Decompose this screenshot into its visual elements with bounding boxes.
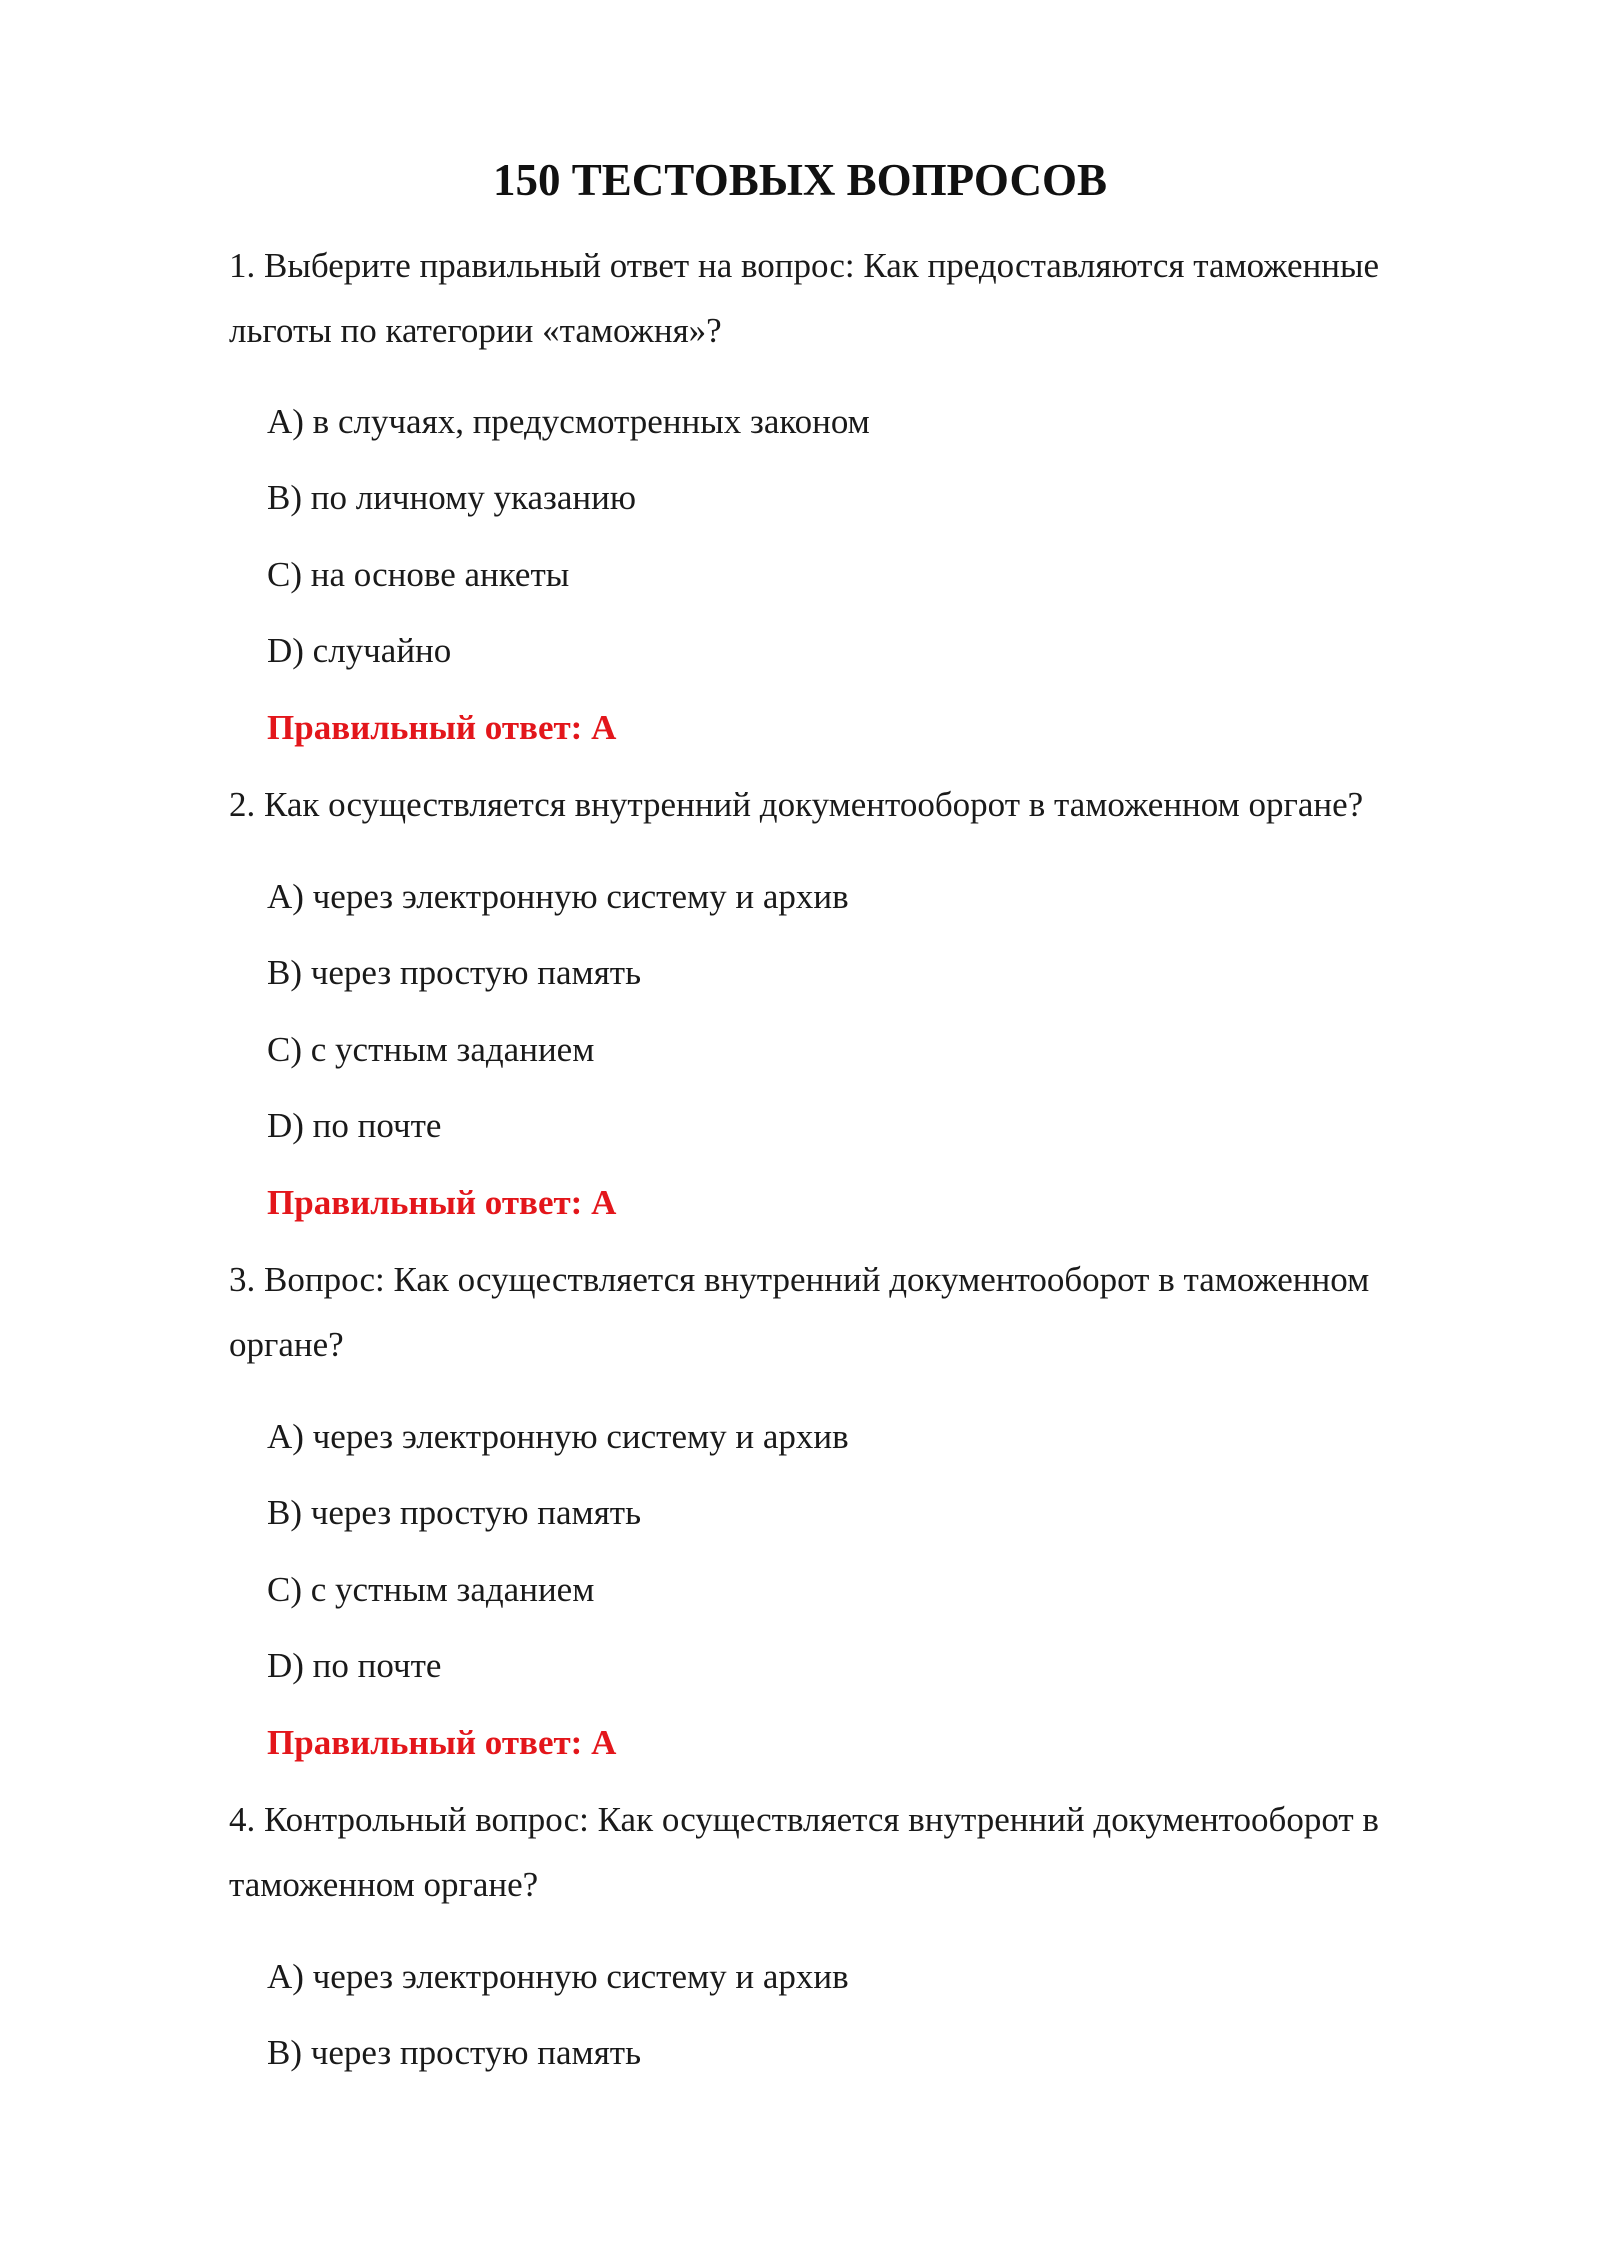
answer-option: B) через простую память [267, 2033, 642, 2072]
document-title: 150 ТЕСТОВЫХ ВОПРОСОВ [493, 155, 1107, 205]
question-text-line: 3. Вопрос: Как осуществляется внутренний документооборот в таможенном [229, 1260, 1370, 1299]
answer-option: C) на основе анкеты [267, 555, 570, 594]
answer-option: A) через электронную систему и архив [267, 1957, 849, 1996]
answer-option: B) по личному указанию [267, 478, 636, 517]
question-text-line: 2. Как осуществляется внутренний документооборот в таможенном органе? [229, 785, 1364, 824]
answer-option: B) через простую память [267, 1493, 642, 1532]
question-text-line: 1. Выберите правильный ответ на вопрос: Как предоставляются таможенные [229, 246, 1380, 285]
question-text-line: льготы по категории «таможня»? [229, 311, 722, 350]
answer-option: D) по почте [267, 1106, 442, 1145]
answer-option: C) с устным заданием [267, 1570, 595, 1609]
answer-option: A) через электронную систему и архив [267, 877, 849, 916]
correct-answer: Правильный ответ: A [267, 1183, 617, 1222]
correct-answer: Правильный ответ: A [267, 708, 617, 747]
answer-option: A) в случаях, предусмотренных законом [267, 402, 870, 441]
question-text-line: органе? [229, 1325, 344, 1364]
answer-option: D) случайно [267, 631, 452, 670]
answer-option: D) по почте [267, 1646, 442, 1685]
answer-option: C) с устным заданием [267, 1030, 595, 1069]
answer-option: A) через электронную систему и архив [267, 1417, 849, 1456]
question-text-line: 4. Контрольный вопрос: Как осуществляется внутренний документооборот в [229, 1800, 1379, 1839]
answer-option: B) через простую память [267, 953, 642, 992]
correct-answer: Правильный ответ: A [267, 1723, 617, 1762]
question-text-line: таможенном органе? [229, 1865, 539, 1904]
